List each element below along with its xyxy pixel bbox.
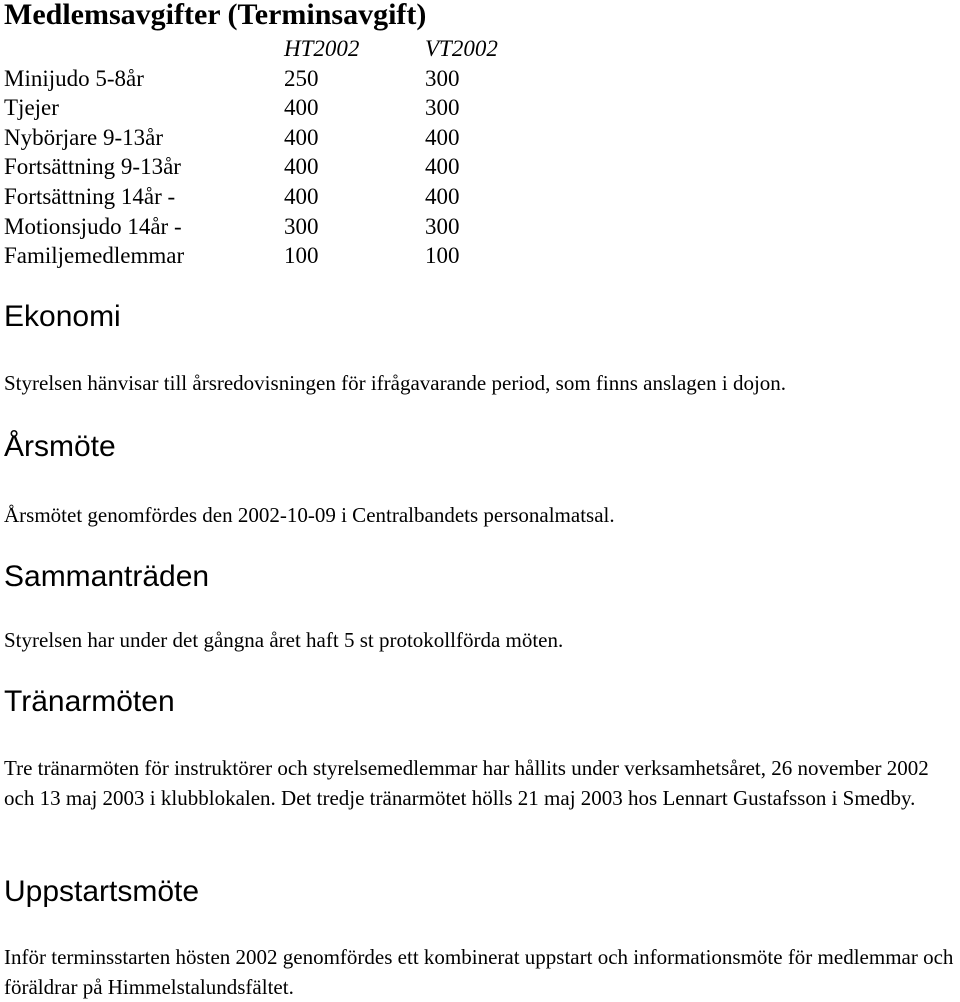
section-heading-tranarmoten: Tränarmöten (4, 685, 175, 718)
section-text-tranarmoten: Tre tränarmöten för instruktörer och styrelsemedlemmar har hållits under verksamhetsåret, 26 november 2002 och 13 maj 2003 i klubblokalen. Det tredje tränarmötet hölls 21 maj 2003 hos Lennart Gustafsson i Smedby. (4, 756, 929, 810)
table-row (4, 64, 564, 94)
fee-table (4, 34, 564, 271)
section-text-uppstartsmote: Inför terminsstarten hösten 2002 genomfördes ett kombinerat uppstart och informationsmöte för medlemmar och föräldrar på Himmelstalundsfältet. (4, 945, 954, 999)
table-row (4, 93, 564, 123)
row-vt-value: 400 (425, 183, 460, 209)
fee-table-header (4, 34, 564, 64)
row-category: Tjejer (4, 95, 59, 121)
row-ht-value: 400 (284, 124, 319, 150)
row-ht-value: 400 (284, 183, 319, 209)
section-text-ekonomi: Styrelsen hänvisar till årsredovisningen för ifrågavarande period, som finns anslagen i dojon. (4, 371, 787, 395)
table-row (4, 123, 564, 153)
row-category: Minijudo 5-8år (4, 65, 144, 91)
section-heading-uppstartsmote: Uppstartsmöte (4, 875, 200, 908)
row-ht-value: 100 (284, 243, 319, 269)
header-vt2002: VT2002 (425, 36, 498, 61)
row-vt-value: 400 (425, 154, 460, 180)
row-vt-value: 100 (425, 243, 460, 269)
section-heading-sammantraden: Sammanträden (4, 560, 210, 593)
row-category: Fortsättning 9-13år (4, 154, 181, 180)
row-ht-value: 400 (284, 95, 319, 121)
row-vt-value: 400 (425, 124, 460, 150)
table-row (4, 152, 564, 182)
row-ht-value: 250 (284, 65, 319, 91)
row-vt-value: 300 (425, 95, 460, 121)
section-text-arsmote: Årsmötet genomfördes den 2002-10-09 i Centralbandets personalmatsal. (4, 503, 615, 527)
table-row (4, 182, 564, 212)
page-title: Medlemsavgifter (Terminsavgift) (4, 0, 427, 31)
row-ht-value: 400 (284, 154, 319, 180)
row-category: Familjemedlemmar (4, 243, 185, 269)
table-row (4, 212, 564, 242)
row-vt-value: 300 (425, 213, 460, 239)
section-heading-ekonomi: Ekonomi (4, 300, 121, 333)
section-text-sammantraden: Styrelsen har under det gångna året haft 5 st protokollförda möten. (4, 628, 564, 652)
row-category: Motionsjudo 14år - (4, 213, 182, 239)
table-row (4, 241, 564, 271)
row-category: Fortsättning 14år - (4, 183, 176, 209)
header-ht2002: HT2002 (284, 36, 360, 61)
row-category: Nybörjare 9-13år (4, 124, 164, 150)
row-ht-value: 300 (284, 213, 319, 239)
row-vt-value: 300 (425, 65, 460, 91)
section-heading-arsmote: Årsmöte (4, 430, 116, 463)
